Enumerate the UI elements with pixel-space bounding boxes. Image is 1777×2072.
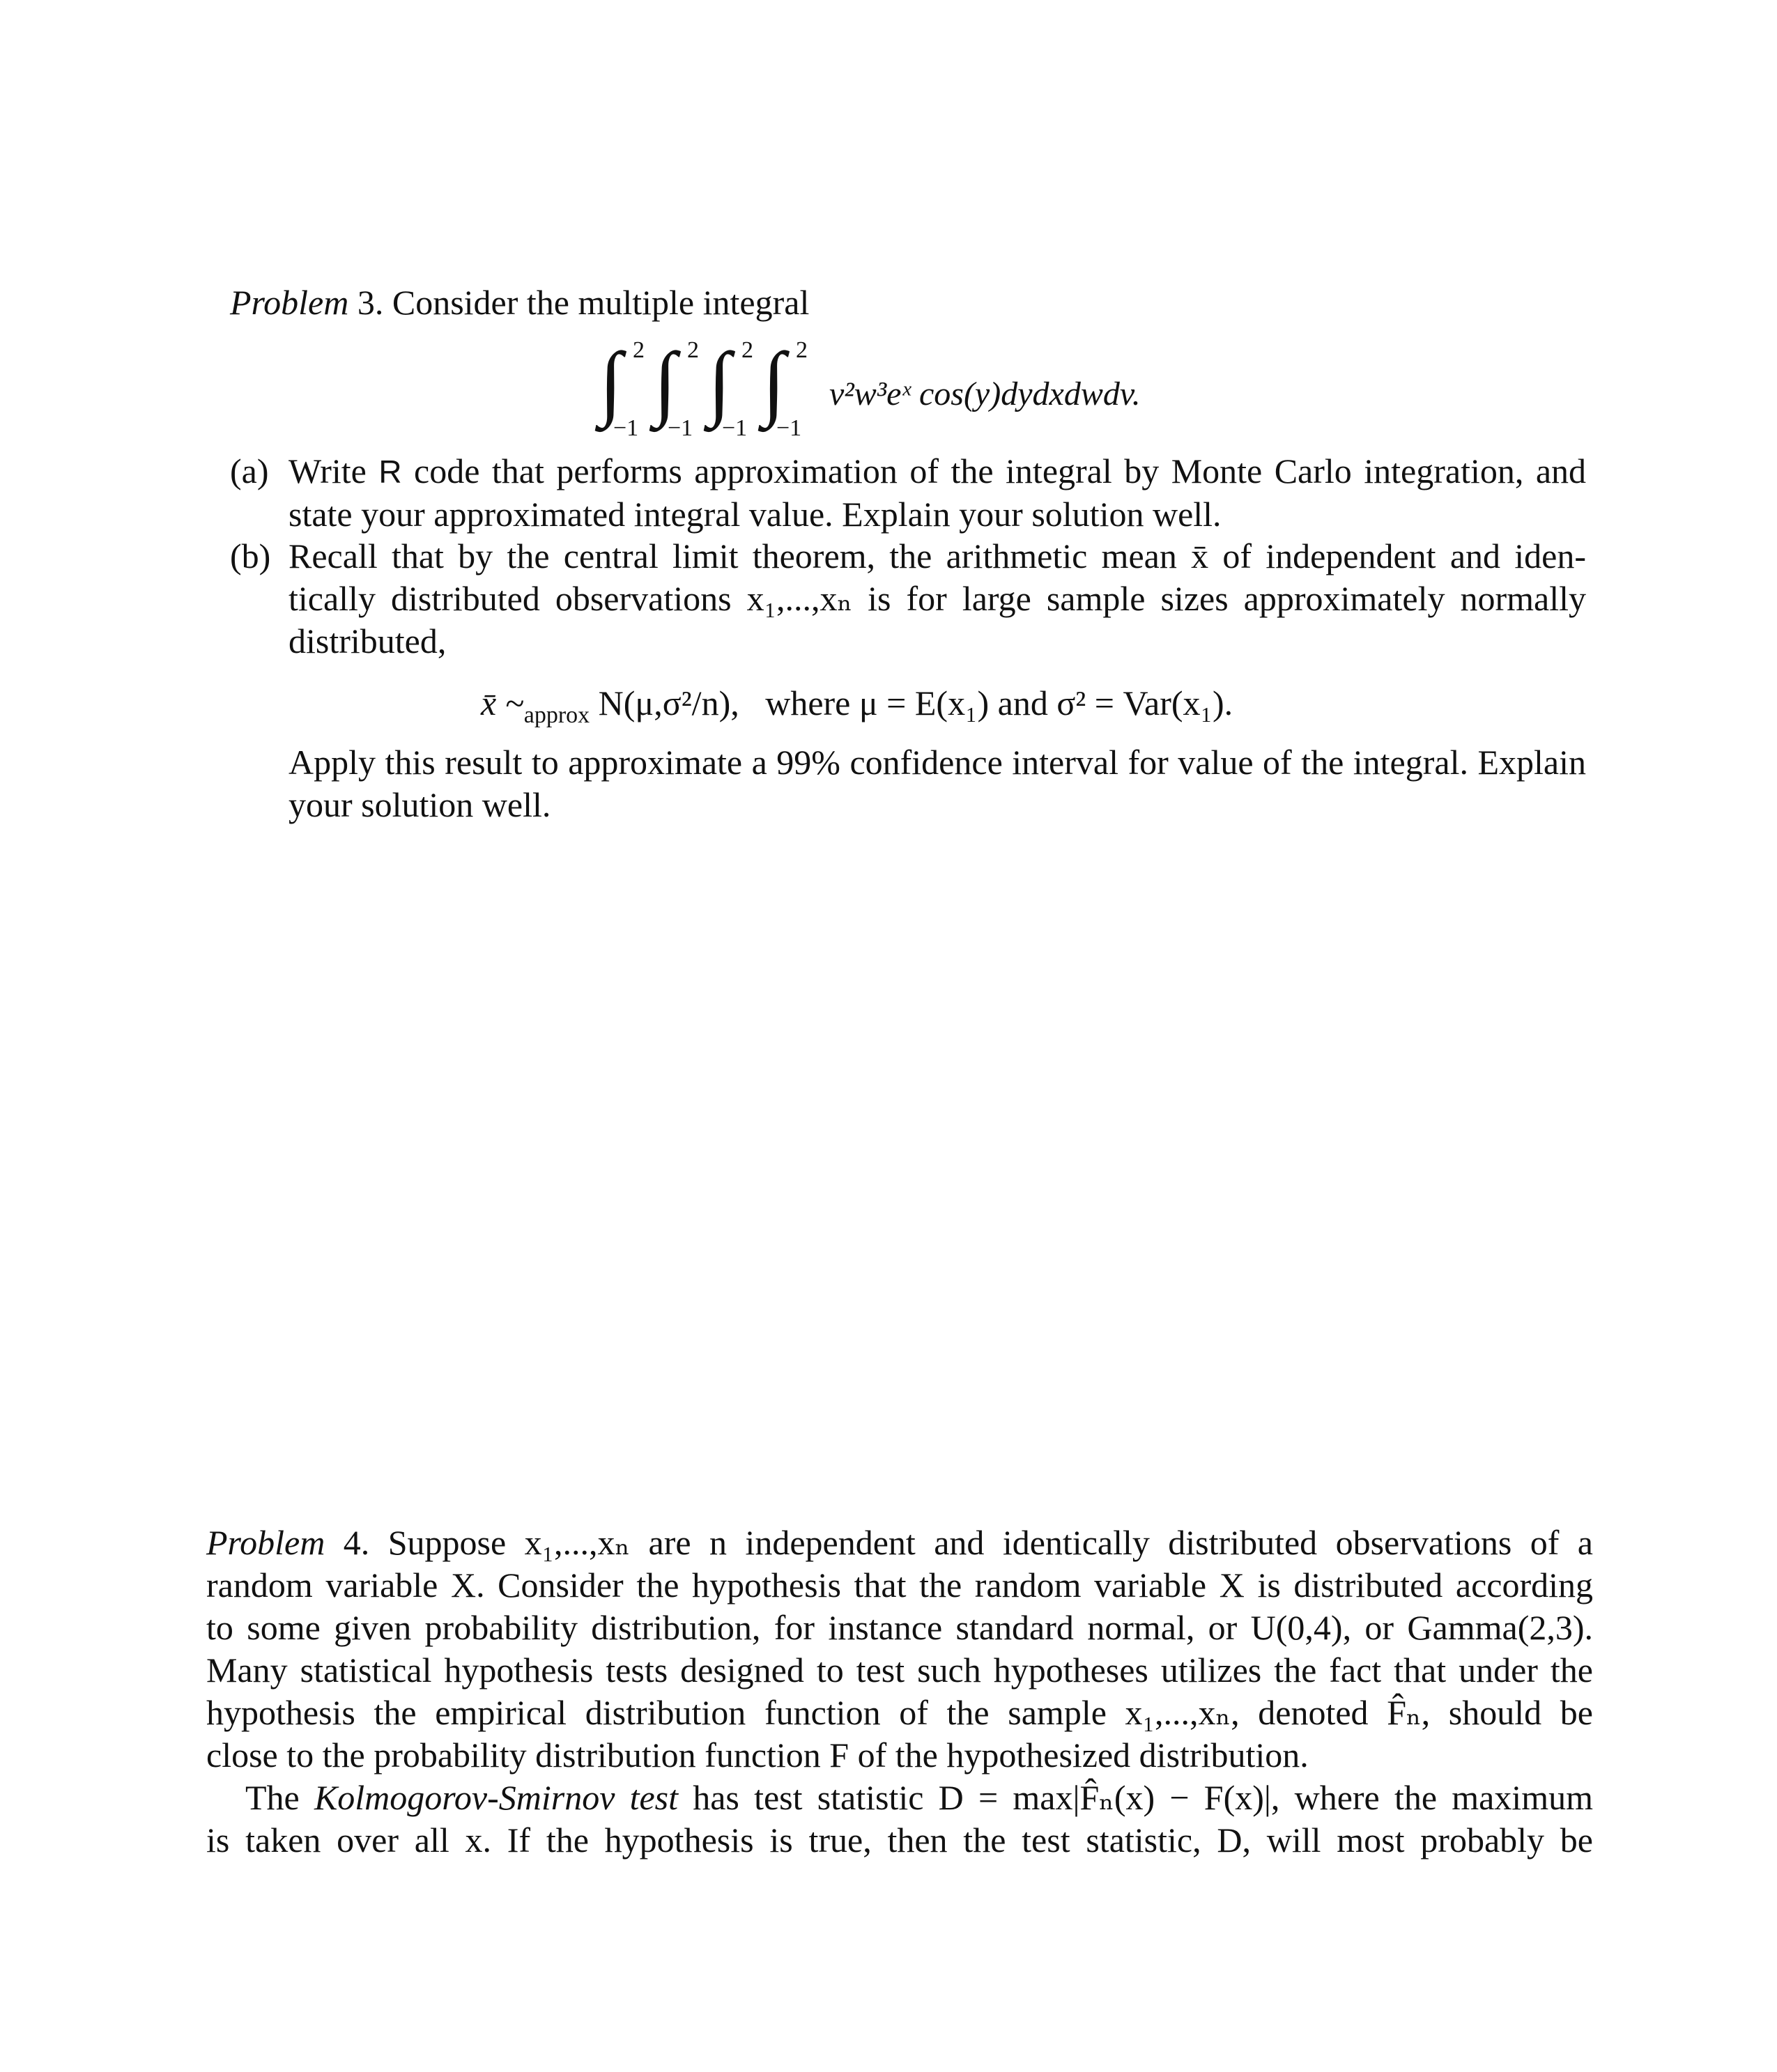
part-b-label: (b) [230, 536, 271, 575]
problem-3-intro: Consider the multiple integral [392, 283, 810, 322]
part-b-line-2: tically distributed observations x₁,...,xₙ is for large sample sizes approximately normally [289, 579, 1586, 618]
part-a-line-1-post: code that performs approximation of the integral by Monte Carlo integration, and [414, 451, 1587, 490]
multiple-integral [599, 333, 1296, 441]
upper-limit-2: 2 [687, 337, 699, 363]
lower-limit-2: −1 [668, 415, 693, 441]
part-a-label: (a) [230, 451, 269, 490]
integral-sign-4: ∫ [762, 335, 785, 428]
problem-4-line-6: close to the probability distribution function F of the hypothesized distribution. [206, 1735, 1309, 1775]
upper-limit-1: 2 [633, 337, 645, 363]
problem-3-heading [230, 281, 1589, 324]
problem-4-label: Problem [206, 1523, 325, 1562]
integral-sign-3: ∫ [708, 335, 731, 428]
ks-pre: The [245, 1778, 300, 1817]
problem-4-line-4: Many statistical hypothesis tests designed to test such hypotheses utilizes the fact that under the [206, 1650, 1593, 1690]
part-b [230, 535, 1586, 663]
problem-4-line-1-text: Suppose x₁,...,xₙ are n independent and identically distributed observations of a [387, 1523, 1593, 1562]
problem-4 [206, 1522, 1593, 1862]
integral-sign-2: ∫ [654, 335, 677, 428]
upper-limit-3: 2 [741, 337, 753, 363]
integrand: v²w³eˣ cos(y)dydxdwdv. [829, 376, 1141, 412]
ks-line-1-post: has test statistic D = max|F̂ₙ(x) − F(x)|, where the maximum [693, 1778, 1593, 1817]
problem-3-number: 3. [357, 283, 384, 322]
upper-limit-4: 2 [796, 337, 808, 363]
ks-test-name: Kolmogorov-Smirnov test [314, 1778, 679, 1817]
part-b-line-3: distributed, [289, 621, 447, 660]
lower-limit-3: −1 [722, 415, 748, 441]
clt-approx-subscript: approx [523, 702, 590, 728]
part-b-apply-line-2: your solution well. [289, 785, 551, 824]
problem-4-number: 4. [343, 1523, 370, 1562]
clt-lhs: x̄ ~ [481, 683, 524, 722]
clt-equation [481, 683, 1233, 728]
problem-4-line-2: random variable X. Consider the hypothesis that the random variable X is distributed according [206, 1565, 1593, 1605]
part-b-apply [289, 741, 1586, 826]
part-a [230, 450, 1586, 536]
problem-4-line-5: hypothesis the empirical distribution function of the sample x₁,...,xₙ, denoted F̂ₙ, should be [206, 1693, 1593, 1732]
lower-limit-4: −1 [776, 415, 802, 441]
problem-4-para-2-line-2: is taken over all x. If the hypothesis is true, then the test statistic, D, will most probably be [206, 1820, 1593, 1860]
part-a-line-2: state your approximated integral value. Explain your solution well. [289, 495, 1222, 534]
clt-where: where μ = E(x₁) and σ² = Var(x₁). [765, 683, 1233, 722]
integral-sign-1: ∫ [599, 335, 622, 428]
problem-3-label: Problem [230, 283, 349, 322]
part-a-line-1 [289, 450, 1586, 493]
problem-4-line-3: to some given probability distribution, for instance standard normal, or U(0,4), or Gamma(2,3). [206, 1608, 1593, 1647]
problem-4-para-2-line-1 [206, 1777, 1593, 1819]
r-code-name: R [378, 454, 402, 490]
part-a-line-1-pre: Write [289, 451, 367, 490]
problem-4-line-1 [206, 1522, 1593, 1564]
clt-rhs: N(μ,σ²/n), [598, 683, 739, 722]
part-b-line-1: Recall that by the central limit theorem, the arithmetic mean x̄ of independent and iden- [289, 536, 1586, 575]
part-b-apply-line-1: Apply this result to approximate a 99% confidence interval for value of the integral. Explain [289, 743, 1586, 782]
lower-limit-1: −1 [613, 415, 639, 441]
